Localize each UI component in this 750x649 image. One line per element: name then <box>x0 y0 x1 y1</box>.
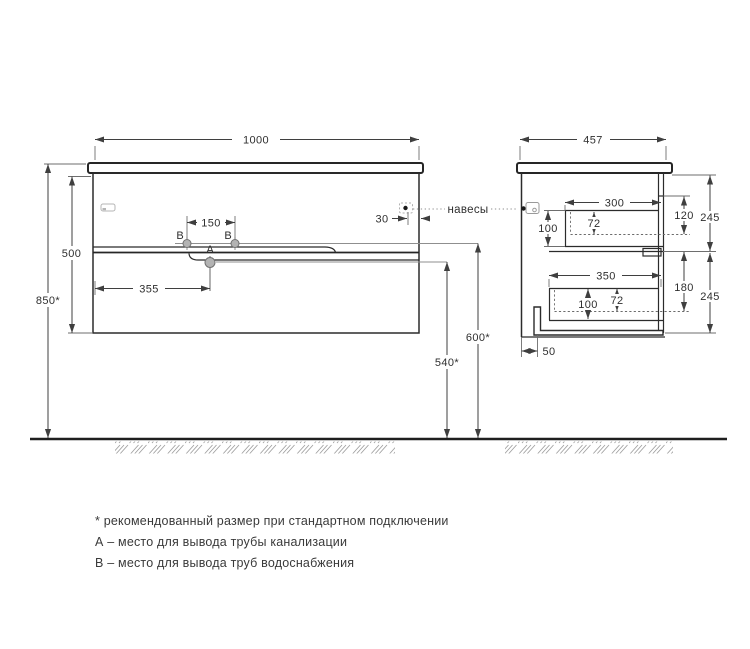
note-point-a: А – место для вывода трубы канализации <box>95 535 348 549</box>
dim-lower-dash-depth-value: 72 <box>610 295 624 307</box>
dim-upper-dash-depth <box>584 212 604 234</box>
side-view <box>517 163 690 337</box>
dim-lower-inner-height <box>575 289 601 319</box>
floor <box>30 439 727 454</box>
dim-hanger-inset <box>375 212 430 226</box>
dim-lower-drawer-width <box>549 269 661 287</box>
front-view <box>88 163 423 333</box>
dim-upper-inner-height <box>535 211 565 247</box>
front-hanger-bracket <box>400 203 413 213</box>
point-a-marker <box>205 256 215 291</box>
dim-front-width <box>95 132 419 160</box>
dim-carcass-height-value: 500 <box>61 248 82 260</box>
dim-120 <box>671 197 697 235</box>
footnotes <box>95 511 449 574</box>
dim-upper-drawer-width-value: 300 <box>604 197 625 210</box>
dim-245-upper <box>696 176 724 252</box>
point-b-left-label: В <box>176 230 184 242</box>
dim-a-offset-value: 355 <box>139 283 159 296</box>
dim-drain-height <box>430 262 464 438</box>
dim-245-lower <box>696 253 724 333</box>
dim-install-height-value: 850* <box>35 295 61 307</box>
dim-carcass-height <box>57 177 93 334</box>
dim-upper-inner-height-value: 100 <box>538 223 558 235</box>
dim-side-depth-value: 457 <box>583 134 603 147</box>
point-b-right-marker <box>231 237 239 250</box>
point-a-label: А <box>206 244 214 256</box>
hangers-label: навесы <box>447 204 489 216</box>
dim-upper-dash-depth-value: 72 <box>587 218 601 230</box>
dim-lower-drawer-width-value: 350 <box>596 270 616 283</box>
dim-drain-height-value: 540* <box>434 357 460 369</box>
note-point-b: В – место для вывода труб водоснабжения <box>95 556 355 570</box>
lower-drawer-groove <box>189 254 419 261</box>
brand-logo-mark <box>101 204 115 211</box>
dim-front-width-value: 1000 <box>242 134 270 147</box>
dim-b-spacing-value: 150 <box>201 217 221 230</box>
dim-245-lower-value: 245 <box>700 291 720 303</box>
dim-water-supply-height-value: 600* <box>465 332 491 344</box>
side-countertop <box>517 163 672 173</box>
floor-hatching-right <box>505 442 673 454</box>
dim-back-gap <box>522 335 556 358</box>
floor-hatching-left <box>115 442 395 454</box>
dim-back-gap-value: 50 <box>542 346 556 358</box>
hangers-callout <box>413 204 518 216</box>
dim-120-value: 120 <box>674 210 694 222</box>
dim-245-upper-value: 245 <box>700 212 720 224</box>
dim-upper-drawer-width <box>565 196 661 211</box>
dim-180 <box>671 252 697 311</box>
dim-install-height <box>32 164 86 438</box>
point-b-right-label: В <box>224 230 232 242</box>
note-asterisk: * рекомендованный размер при стандартном подключении <box>95 514 449 528</box>
dim-180-value: 180 <box>674 282 694 294</box>
point-b-left-marker <box>183 237 191 250</box>
dim-side-depth <box>520 132 666 160</box>
dim-hanger-inset-value: 30 <box>375 213 389 226</box>
dim-water-supply-height <box>461 244 495 439</box>
side-hanger-bracket <box>521 203 539 214</box>
dim-a-offset <box>95 281 210 296</box>
dim-lower-dash-depth <box>607 289 627 312</box>
front-countertop <box>88 163 423 173</box>
dim-lower-inner-height-value: 100 <box>578 299 598 311</box>
